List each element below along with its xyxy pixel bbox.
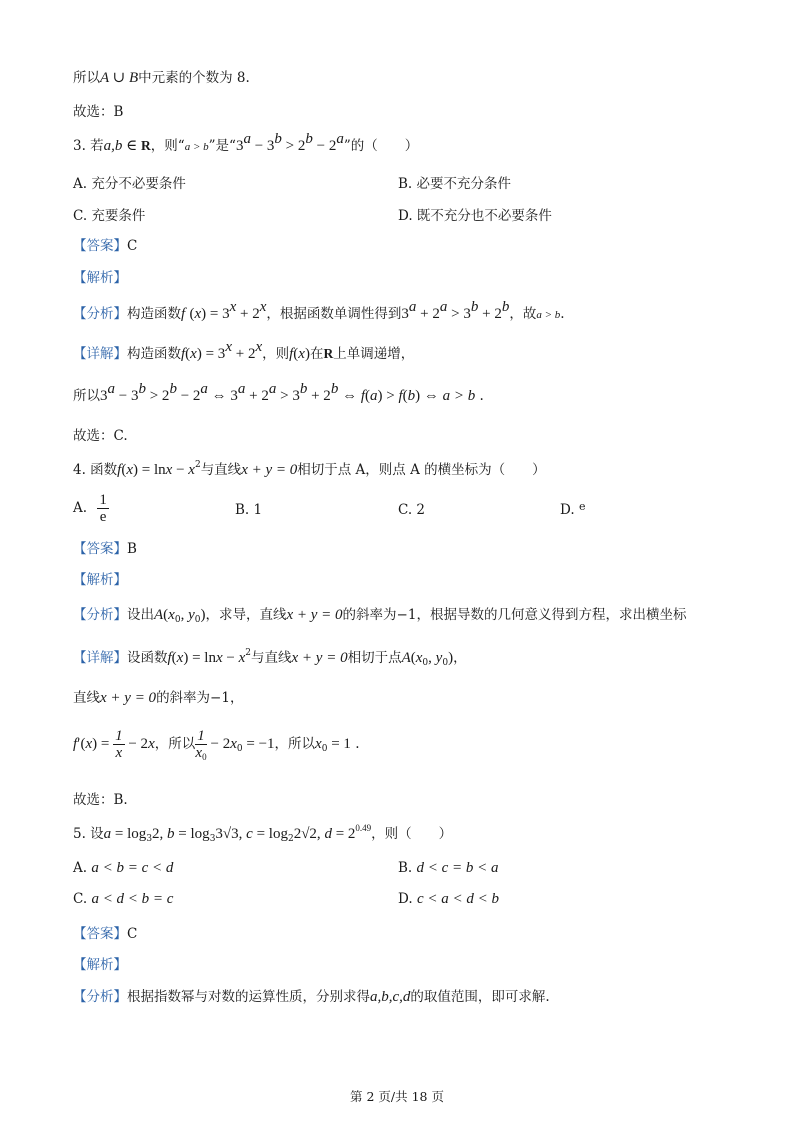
text-line-1: 所以A ∪ B中元素的个数为 8.: [73, 70, 250, 86]
q4-option-d: D. $^e$: [560, 500, 586, 518]
q4-slope: 直线x + y = 0的斜率为−1，: [73, 690, 244, 706]
q3-analysis: 【分析】构造函数f $(x) = 3^x + 2^x$，根据函数单调性得到$3^a + 2^a > 3^b + 2^b$，故a > b.: [73, 299, 565, 322]
question-4: 4. 函数$f(x) = \ln x - x^2$与直线x + y = 0相切于点 A，则点 A 的横坐标为（ ）: [73, 460, 546, 478]
q5-option-a: A. a < b = c < d: [73, 860, 174, 876]
q4-option-c: C. 2: [398, 502, 426, 518]
q4-detail: 【详解】设函数$f(x) = \ln x - x^2$与直线x + y = 0相切于点$A(x_0$, $y_0$)，: [73, 648, 467, 668]
q4-jiexi: 【解析】: [73, 572, 127, 588]
q5-answer: 【答案】C: [73, 926, 138, 942]
page-footer: 第 2 页/共 18 页: [350, 1089, 444, 1104]
q5-option-c: C. a < d < b = c: [73, 891, 174, 907]
q4-derivative: f′(x) = $\frac{1}{x}$ − 2x，所以 $\frac{1}{x_0}$ − $2x_0 = -1$，所以$x_0 = 1$ .: [73, 728, 360, 762]
q5-jiexi: 【解析】: [73, 957, 127, 973]
q5-option-b: B. d < c = b < a: [398, 860, 499, 876]
q3-select: 故选：C.: [73, 428, 128, 444]
q3-option-c: C. 充要条件: [73, 208, 146, 224]
q3-derivation: 所以$3^a - 3^b > 2^b - 2^a$ ⇔ $3^a + 2^a > 3^b + 2^b$ ⇔ f(a) > f(b) ⇔ a > b .: [73, 381, 484, 404]
text-line-2: 故选：B: [73, 104, 124, 120]
q3-option-b: B. 必要不充分条件: [398, 176, 512, 192]
q4-select: 故选：B.: [73, 792, 128, 808]
question-5: 5. 设$a = \log_32$, $b = \log_33√3$, $c = \log_22√2$, $d = 2^{0.49}$，则（ ）: [73, 823, 453, 844]
q4-analysis: 【分析】设出$A(x_0$, $y_0$)，求导，直线x + y = 0的斜率为−1，根据导数的几何意义得到方程，求出横坐标: [73, 607, 687, 625]
q3-option-d: D. 既不充分也不必要条件: [398, 208, 552, 224]
q5-analysis: 【分析】根据指数幂与对数的运算性质，分别求得a,b,c,d的取值范围，即可求解.: [73, 989, 550, 1005]
q3-jiexi: 【解析】: [73, 270, 127, 286]
q3-answer: 【答案】C: [73, 238, 138, 254]
question-3: 3. 若a,b ∈ R，则“a > b”是“$3^a - 3^b > 2^b - 2^a$”的（ ）: [73, 131, 419, 154]
q3-detail: 【详解】构造函数$f(x) = 3^x + 2^x$，则f(x)在R上单调递增，: [73, 339, 415, 362]
q4-option-b: B. 1: [235, 502, 263, 518]
q5-option-d: D. c < a < d < b: [398, 891, 499, 907]
q3-option-a: A. 充分不必要条件: [73, 176, 186, 192]
q4-answer: 【答案】B: [73, 541, 137, 557]
q4-option-a: A. $\frac{1}{e}$: [73, 492, 107, 525]
